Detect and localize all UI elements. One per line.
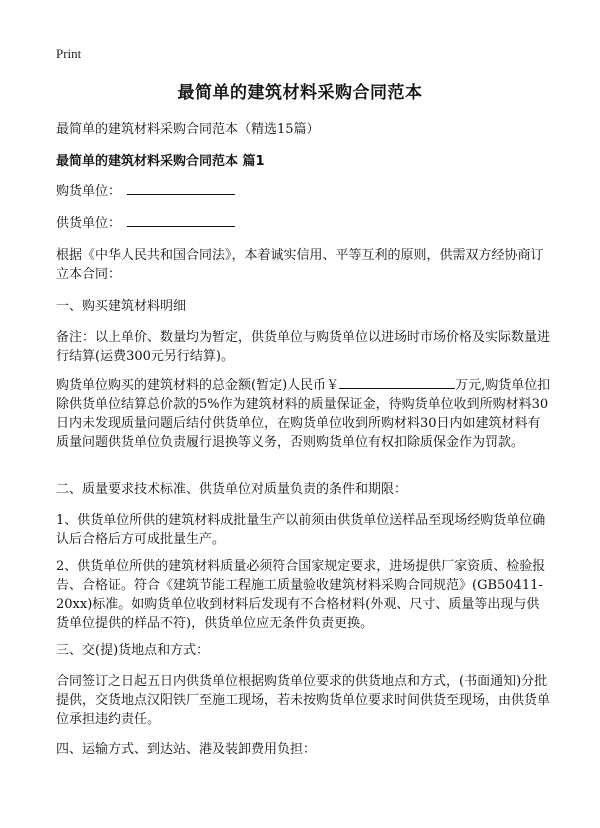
section-heading: 最简单的建筑材料采购合同范本 篇1: [56, 154, 265, 169]
supplier-blank: [127, 214, 235, 227]
document-subtitle: 最简单的建筑材料采购合同范本（精选15篇）: [56, 122, 320, 137]
document-title: 最简单的建筑材料采购合同范本: [177, 83, 423, 103]
clause3-body: 合同签订之日起五日内供货单位根据购货单位要求的供货地点和方式，(书面通知)分批提供，交货地点汉阳铁厂至施工现场，若未按购货单位要求时间供货至现场，由供货单位承担违约责任。: [56, 674, 551, 727]
supplier-label: 供货单位：: [56, 216, 122, 231]
print-link[interactable]: Print: [56, 46, 82, 61]
buyer-blank: [127, 182, 235, 195]
buyer-line: [56, 182, 552, 201]
amount-blank: [339, 376, 455, 389]
buyer-label: 购货单位：: [56, 184, 122, 199]
payment-text-start: 购货单位购买的建筑材料的总金额(暂定)人民币￥: [56, 378, 340, 393]
payment-paragraph: [56, 376, 552, 452]
intro-paragraph: 根据《中华人民共和国合同法》，本着诚实信用、平等互利的原则，供需双方经协商订立本合同：: [56, 248, 544, 282]
clause2-heading: 二、质量要求技术标准、供货单位对质量负责的条件和期限：: [56, 482, 408, 497]
supplier-line: [56, 214, 552, 233]
clause2-item2: 2、供货单位所供的建筑材料质量必须符合国家规定要求，进场提供厂家资质、检验报告、合格证。符合《建筑节能工程施工质量验收建筑材料采购合同规范》(GB50411-20xx)标准。如购货单位收到材料后发现有不合格材料(外观、尺寸、质量等出现与供货单位提供的样品不符)，供货单位应无条件负责更换。: [56, 559, 546, 631]
payment-text-rest: 万元,购货单位扣除供货单位结算总价款的5%作为建筑材料的质量保证金，待购货单位收到所购材料30日内未发现质量问题后结付供货单位，在购货单位收到所购材料30日内如建筑材料有质量问题供货单位负责履行退换等义务，否则购货单位有权扣除质保金作为罚款。: [56, 378, 551, 450]
clause2-item1: 1、供货单位所供的建筑材料成批量生产以前须由供货单位送样品至现场经购货单位确认后合格后方可成批量生产。: [56, 513, 546, 547]
note-paragraph: 备注：以上单价、数量均为暂定，供货单位与购货单位以进场时市场价格及实际数量进行结算(运费300元另行结算)。: [56, 330, 551, 364]
clause1-heading: 一、购买建筑材料明细: [56, 299, 187, 314]
clause3-heading: 三、交(提)货地点和方式：: [56, 643, 210, 658]
clause4-heading: 四、运输方式、到达站、港及装卸费用负担：: [56, 742, 317, 757]
